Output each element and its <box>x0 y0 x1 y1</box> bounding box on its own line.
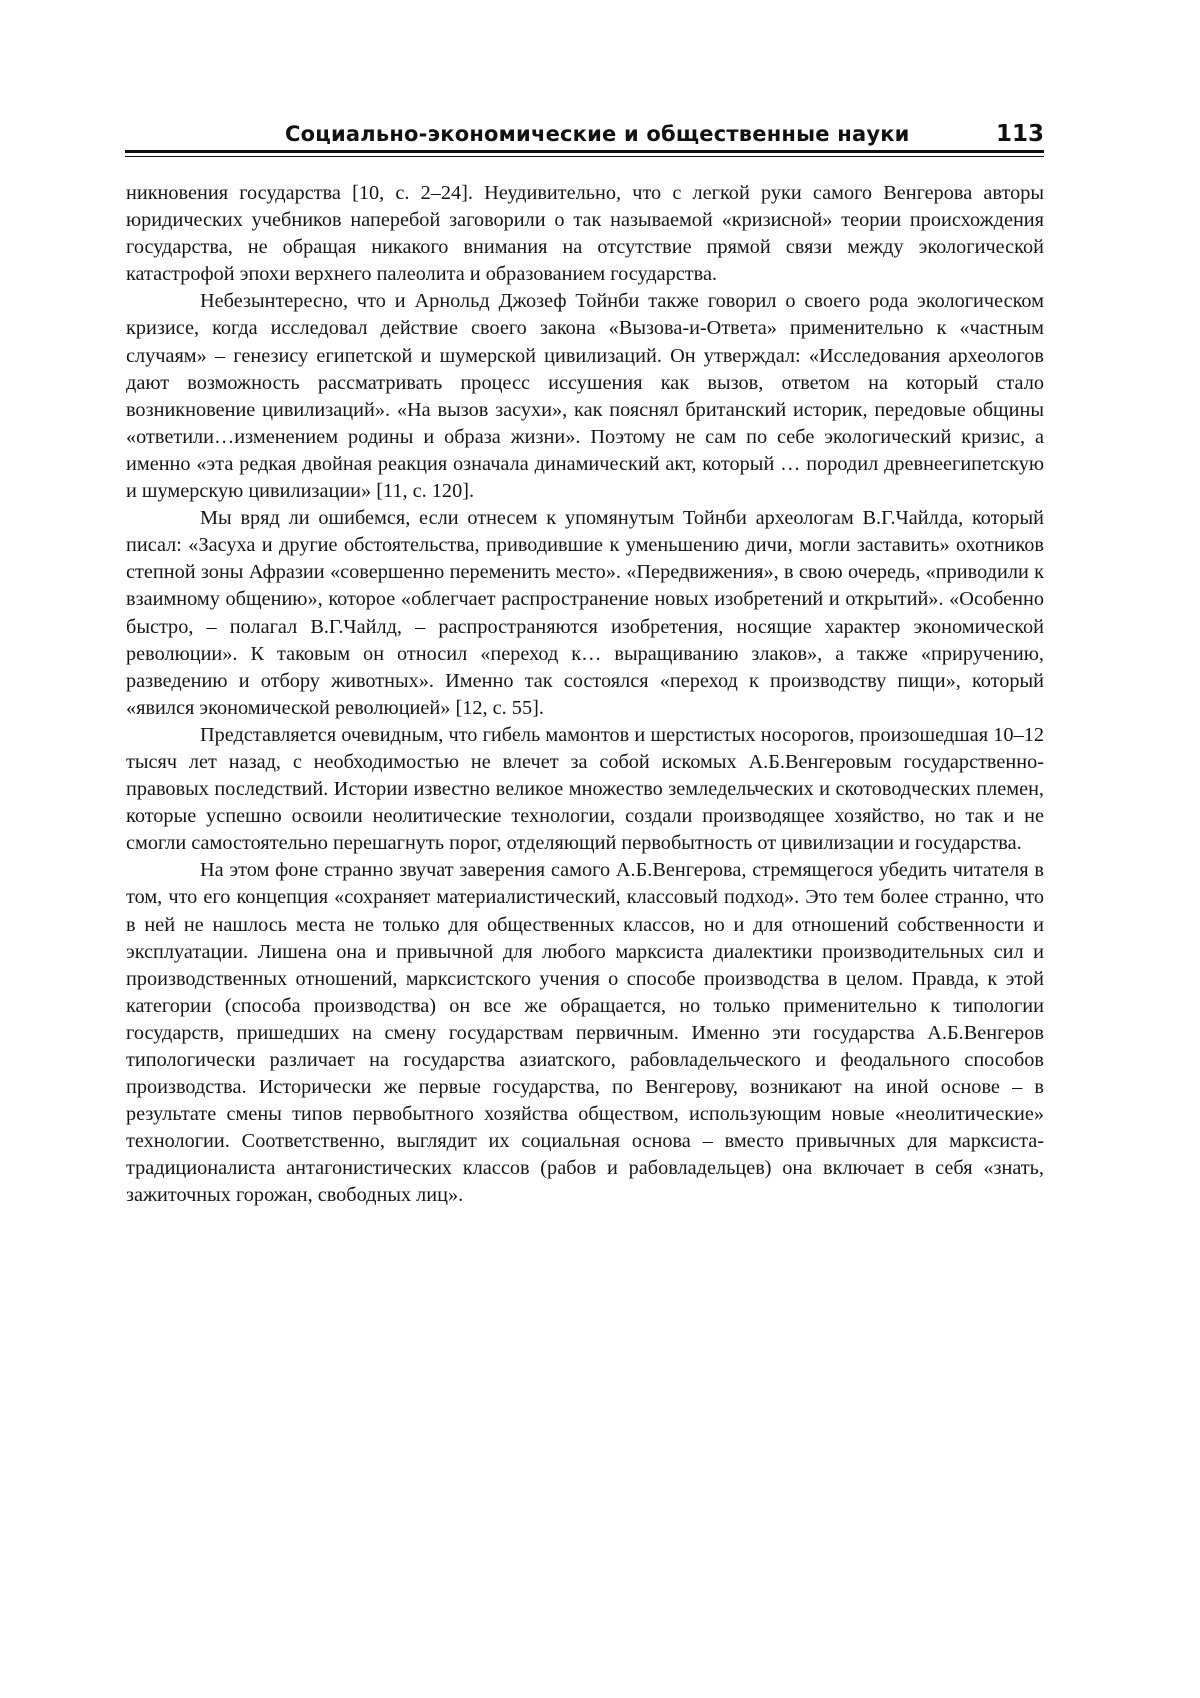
body-text <box>126 180 1044 1210</box>
page-number: 113 <box>995 121 1044 147</box>
running-header <box>125 121 1044 151</box>
header-rule-thin <box>125 156 1044 157</box>
paragraph: Мы вряд ли ошибемся, если отнесем к упомянутым Тойнби археологам В.Г.Чайлда, который писал: «Засуха и другие обстоятельства, приводившие к уменьшению дичи, могли заставить» охотников степной зоны Афразии «совершенно переменить место». «Передвижения», в свою очередь, «приводили к взаимному общению», которое «облегчает распространение новых изобретений и открытий». «Особенно быстро, – полагал В.Г.Чайлд, – распространяются изобретения, носящие характер экономической революции». К таковым он относил «переход к… выращиванию злаков», а также «приручению, разведению и отбору животных». Именно так состоялся «переход к производству пищи», который «явился экономической революцией» [12, с. 55]. <box>126 507 1044 719</box>
paragraph: никновения государства [10, с. 2–24]. Неудивительно, что с легкой руки самого Венгерова авторы юридических учебников наперебой заговорили о так называемой «кризисной» теории происхождения государства, не обращая никакого внимания на отсутствие прямой связи между экологической катастрофой эпохи верхнего палеолита и образованием государства. <box>126 182 1044 286</box>
paragraph: На этом фоне странно звучат заверения самого А.Б.Венгерова, стремящегося убедить читателя в том, что его концепция «сохраняет материалистический, классовый подход». Это тем более странно, что в ней не нашлось места не только для общественных классов, но и для отношений собственности и эксплуатации. Лишена она и привычной для любого марксиста диалектики производительных сил и производственных отношений, марксистского учения о способе производства в целом. Правда, к этой категории (способа производства) он все же обращается, но только применительно к типологии государств, пришедших на смену государствам первичным. Именно эти государства А.Б.Венгеров типологически различает на государства азиатского, рабовладельческого и феодального способов производства. Исторически же первые государства, по Венгерову, возникают на иной основе – в результате смены типов первобытного хозяйства обществом, использующим новые «неолитические» технологии. Соответственно, выглядит их социальная основа – вместо привычных для марксиста-традиционалиста антагонистических классов (рабов и рабовладельцев) она включает в себя «знать, зажиточных горожан, свободных лиц». <box>126 859 1044 1207</box>
paragraph: Небезынтересно, что и Арнольд Джозеф Тойнби также говорил о своего рода экологическом кризисе, когда исследовал действие своего закона «Вызова-и-Ответа» применительно к «частным случаям» – генезису египетской и шумерской цивилизаций. Он утверждал: «Исследования археологов дают возможность рассматривать процесс иссушения как вызов, ответом на который стало возникновение цивилизаций». «На вызов засухи», как пояснял британский историк, передовые общины «ответили…изменением родины и образа жизни». Поэтому не сам по себе экологический кризис, а именно «эта редкая двойная реакция означала динамический акт, который … породил древнеегипетскую и шумерскую цивилизации» [11, с. 120]. <box>126 290 1044 503</box>
paragraph: Представляется очевидным, что гибель мамонтов и шерстистых носорогов, произошедшая 10–12 тысяч лет назад, с необходимостью не влечет за собой искомых А.Б.Венгеровым государственно-правовых последствий. Истории известно великое множество земледельческих и скотоводческих племен, которые успешно освоили неолитические технологии, создали производящее хозяйство, но так и не смогли самостоятельно перешагнуть порог, отделяющий первобытность от цивилизации и государства. <box>126 723 1044 855</box>
header-rule-thick <box>125 150 1044 153</box>
section-title: Социально-экономические и общественные науки <box>285 122 910 146</box>
